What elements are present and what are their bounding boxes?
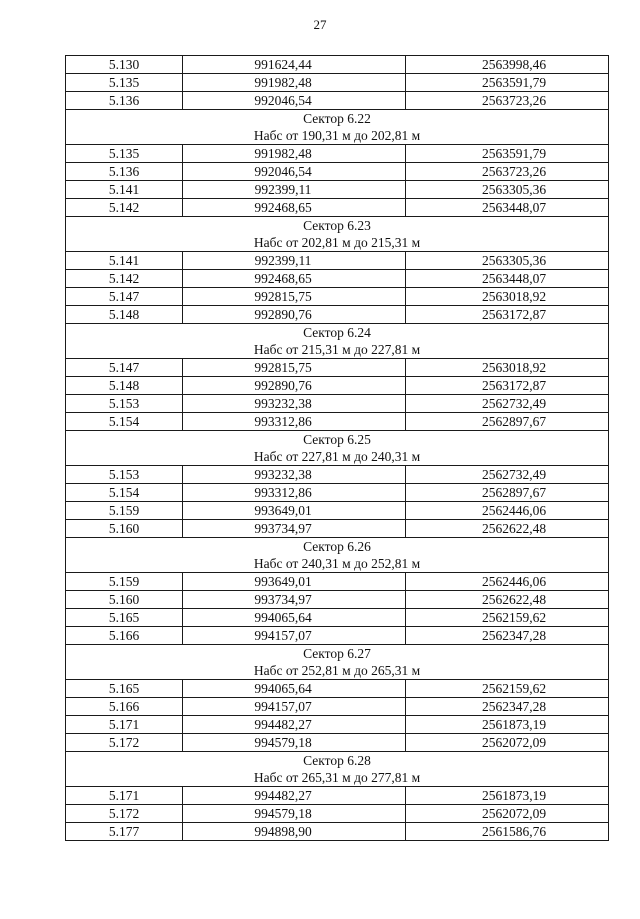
point-id-cell: 5.154: [66, 484, 183, 502]
x-coordinate-cell: 994157,07: [183, 698, 406, 716]
y-coordinate-cell: 2563018,92: [406, 288, 609, 306]
point-id-cell: 5.136: [66, 163, 183, 181]
table-row: [66, 573, 609, 591]
y-coordinate-cell: 2563018,92: [406, 359, 609, 377]
point-id-cell: 5.136: [66, 92, 183, 110]
sector-range: Набс от 202,81 м до 215,31 м: [66, 234, 609, 252]
x-coordinate-cell: 993734,97: [183, 520, 406, 538]
table-row: [66, 520, 609, 538]
point-id-cell: 5.142: [66, 199, 183, 217]
x-coordinate-cell: 991982,48: [183, 74, 406, 92]
x-coordinate-cell: 993312,86: [183, 484, 406, 502]
y-coordinate-cell: 2563591,79: [406, 74, 609, 92]
point-id-cell: 5.153: [66, 395, 183, 413]
x-coordinate-cell: 994157,07: [183, 627, 406, 645]
table-row: [66, 145, 609, 163]
point-id-cell: 5.171: [66, 787, 183, 805]
point-id-cell: 5.154: [66, 413, 183, 431]
x-coordinate-cell: 991982,48: [183, 145, 406, 163]
table-row: [66, 56, 609, 74]
table-row: [66, 181, 609, 199]
sector-range-row: [66, 127, 609, 145]
table-row: [66, 306, 609, 324]
x-coordinate-cell: 994482,27: [183, 716, 406, 734]
table-row: [66, 502, 609, 520]
table-row: [66, 92, 609, 110]
y-coordinate-cell: 2563172,87: [406, 377, 609, 395]
x-coordinate-cell: 993232,38: [183, 466, 406, 484]
table-row: [66, 395, 609, 413]
table-row: [66, 823, 609, 841]
y-coordinate-cell: 2562347,28: [406, 627, 609, 645]
y-coordinate-cell: 2563448,07: [406, 199, 609, 217]
y-coordinate-cell: 2563723,26: [406, 92, 609, 110]
x-coordinate-cell: 994065,64: [183, 680, 406, 698]
table-row: [66, 609, 609, 627]
sector-title: Сектор 6.27: [66, 645, 609, 663]
point-id-cell: 5.177: [66, 823, 183, 841]
sector-title: Сектор 6.24: [66, 324, 609, 342]
point-id-cell: 5.166: [66, 698, 183, 716]
sector-range-row: [66, 341, 609, 359]
table-row: [66, 270, 609, 288]
y-coordinate-cell: 2562446,06: [406, 573, 609, 591]
table-row: [66, 252, 609, 270]
y-coordinate-cell: 2561586,76: [406, 823, 609, 841]
table-row: [66, 199, 609, 217]
y-coordinate-cell: 2563998,46: [406, 56, 609, 74]
sector-title-row: [66, 110, 609, 128]
table-row: [66, 413, 609, 431]
table-row: [66, 627, 609, 645]
table-row: [66, 680, 609, 698]
sector-title: Сектор 6.28: [66, 752, 609, 770]
x-coordinate-cell: 993232,38: [183, 395, 406, 413]
table-row: [66, 591, 609, 609]
y-coordinate-cell: 2562622,48: [406, 591, 609, 609]
sector-title-row: [66, 538, 609, 556]
table-row: [66, 698, 609, 716]
point-id-cell: 5.142: [66, 270, 183, 288]
point-id-cell: 5.160: [66, 591, 183, 609]
sector-range-row: [66, 555, 609, 573]
y-coordinate-cell: 2563305,36: [406, 252, 609, 270]
sector-title-row: [66, 217, 609, 235]
x-coordinate-cell: 993649,01: [183, 502, 406, 520]
x-coordinate-cell: 993312,86: [183, 413, 406, 431]
point-id-cell: 5.165: [66, 680, 183, 698]
table-row: [66, 787, 609, 805]
sector-title-row: [66, 752, 609, 770]
x-coordinate-cell: 992815,75: [183, 288, 406, 306]
sector-range: Набс от 240,31 м до 252,81 м: [66, 555, 609, 573]
sector-title: Сектор 6.22: [66, 110, 609, 128]
sector-range: Набс от 252,81 м до 265,31 м: [66, 662, 609, 680]
x-coordinate-cell: 994482,27: [183, 787, 406, 805]
y-coordinate-cell: 2563591,79: [406, 145, 609, 163]
y-coordinate-cell: 2562446,06: [406, 502, 609, 520]
y-coordinate-cell: 2562159,62: [406, 609, 609, 627]
x-coordinate-cell: 994579,18: [183, 734, 406, 752]
x-coordinate-cell: 994579,18: [183, 805, 406, 823]
y-coordinate-cell: 2562072,09: [406, 805, 609, 823]
point-id-cell: 5.172: [66, 734, 183, 752]
point-id-cell: 5.147: [66, 288, 183, 306]
sector-title: Сектор 6.23: [66, 217, 609, 235]
x-coordinate-cell: 992468,65: [183, 270, 406, 288]
point-id-cell: 5.160: [66, 520, 183, 538]
point-id-cell: 5.147: [66, 359, 183, 377]
point-id-cell: 5.153: [66, 466, 183, 484]
page-number: 27: [313, 17, 327, 32]
table-row: [66, 377, 609, 395]
x-coordinate-cell: 992890,76: [183, 377, 406, 395]
x-coordinate-cell: 994065,64: [183, 609, 406, 627]
x-coordinate-cell: 992046,54: [183, 163, 406, 181]
sector-title-row: [66, 324, 609, 342]
table-row: [66, 466, 609, 484]
y-coordinate-cell: 2562897,67: [406, 413, 609, 431]
y-coordinate-cell: 2563448,07: [406, 270, 609, 288]
y-coordinate-cell: 2562159,62: [406, 680, 609, 698]
x-coordinate-cell: 992815,75: [183, 359, 406, 377]
y-coordinate-cell: 2562732,49: [406, 395, 609, 413]
sector-range-row: [66, 234, 609, 252]
table-row: [66, 359, 609, 377]
point-id-cell: 5.165: [66, 609, 183, 627]
sector-title-row: [66, 431, 609, 449]
table-row: [66, 716, 609, 734]
sector-title: Сектор 6.26: [66, 538, 609, 556]
x-coordinate-cell: 992399,11: [183, 181, 406, 199]
point-id-cell: 5.141: [66, 252, 183, 270]
x-coordinate-cell: 991624,44: [183, 56, 406, 74]
table-row: [66, 734, 609, 752]
table-row: [66, 805, 609, 823]
x-coordinate-cell: 994898,90: [183, 823, 406, 841]
point-id-cell: 5.172: [66, 805, 183, 823]
point-id-cell: 5.159: [66, 573, 183, 591]
sector-title: Сектор 6.25: [66, 431, 609, 449]
x-coordinate-cell: 992468,65: [183, 199, 406, 217]
coordinates-table-body: [66, 56, 609, 841]
x-coordinate-cell: 992046,54: [183, 92, 406, 110]
x-coordinate-cell: 992890,76: [183, 306, 406, 324]
x-coordinate-cell: 992399,11: [183, 252, 406, 270]
sector-range: Набс от 265,31 м до 277,81 м: [66, 769, 609, 787]
y-coordinate-cell: 2562347,28: [406, 698, 609, 716]
point-id-cell: 5.148: [66, 377, 183, 395]
point-id-cell: 5.166: [66, 627, 183, 645]
point-id-cell: 5.148: [66, 306, 183, 324]
sector-title-row: [66, 645, 609, 663]
y-coordinate-cell: 2563723,26: [406, 163, 609, 181]
y-coordinate-cell: 2561873,19: [406, 787, 609, 805]
table-row: [66, 74, 609, 92]
coordinates-table: [65, 55, 609, 841]
point-id-cell: 5.141: [66, 181, 183, 199]
y-coordinate-cell: 2563172,87: [406, 306, 609, 324]
y-coordinate-cell: 2562622,48: [406, 520, 609, 538]
sector-range: Набс от 227,81 м до 240,31 м: [66, 448, 609, 466]
y-coordinate-cell: 2562897,67: [406, 484, 609, 502]
sector-range-row: [66, 448, 609, 466]
y-coordinate-cell: 2563305,36: [406, 181, 609, 199]
sector-range-row: [66, 662, 609, 680]
point-id-cell: 5.135: [66, 74, 183, 92]
table-row: [66, 163, 609, 181]
y-coordinate-cell: 2561873,19: [406, 716, 609, 734]
x-coordinate-cell: 993734,97: [183, 591, 406, 609]
point-id-cell: 5.159: [66, 502, 183, 520]
sector-range: Набс от 190,31 м до 202,81 м: [66, 127, 609, 145]
point-id-cell: 5.135: [66, 145, 183, 163]
sector-range-row: [66, 769, 609, 787]
table-row: [66, 484, 609, 502]
table-row: [66, 288, 609, 306]
x-coordinate-cell: 993649,01: [183, 573, 406, 591]
y-coordinate-cell: 2562732,49: [406, 466, 609, 484]
point-id-cell: 5.171: [66, 716, 183, 734]
point-id-cell: 5.130: [66, 56, 183, 74]
sector-range: Набс от 215,31 м до 227,81 м: [66, 341, 609, 359]
y-coordinate-cell: 2562072,09: [406, 734, 609, 752]
